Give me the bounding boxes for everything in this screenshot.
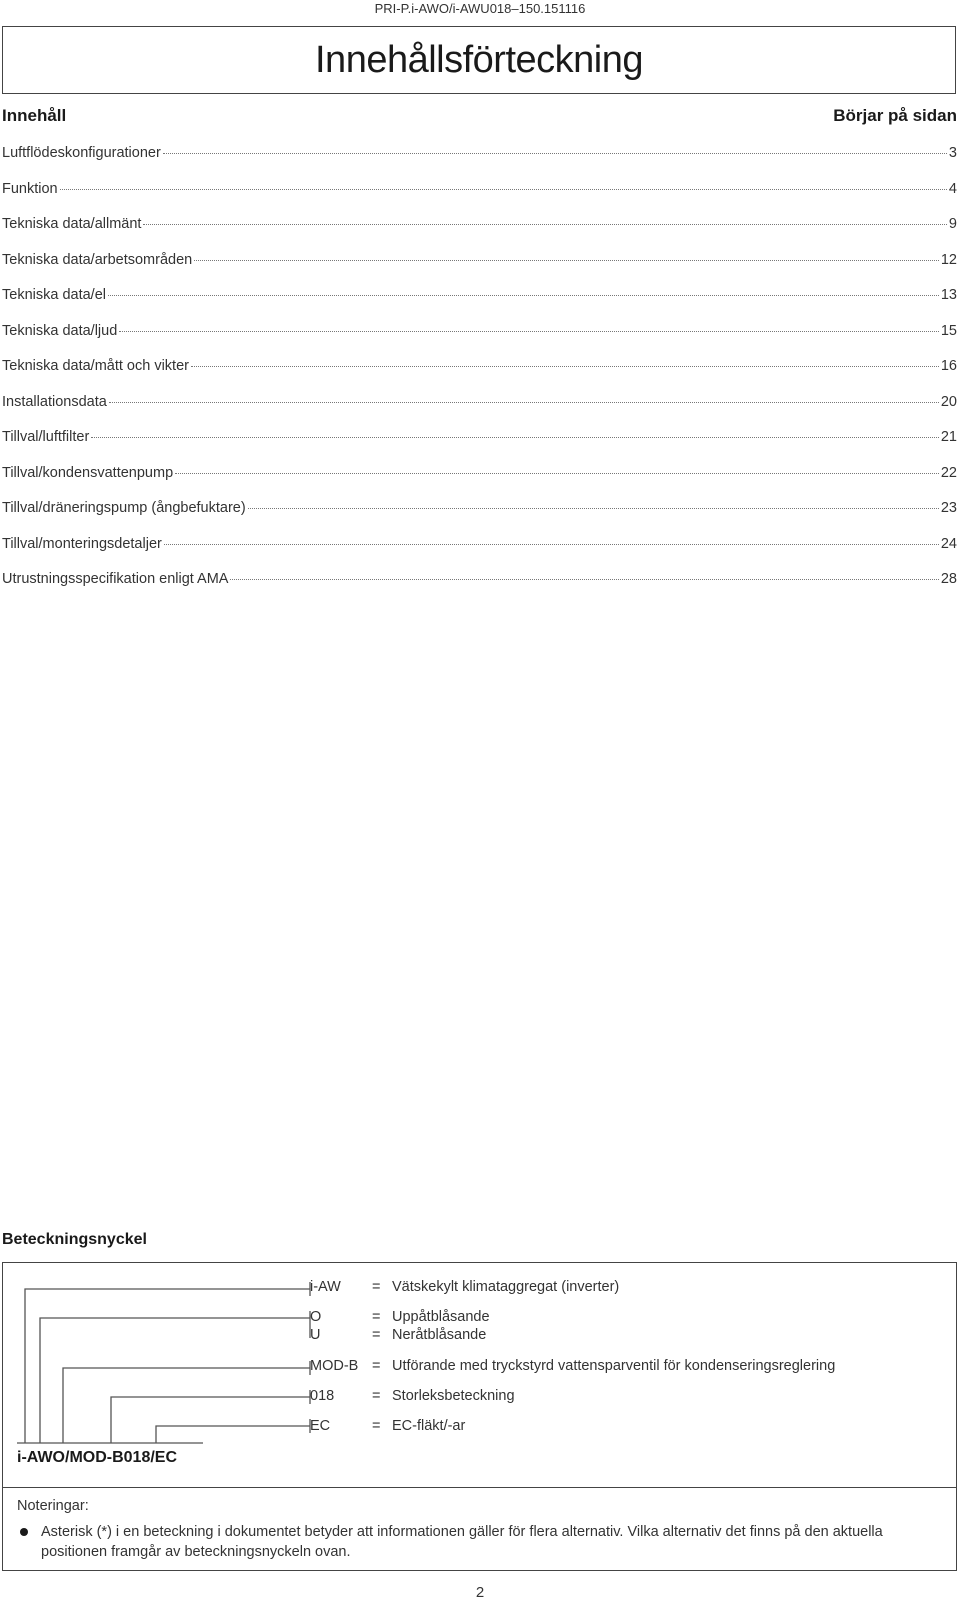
- toc-column-page: Börjar på sidan: [833, 106, 957, 125]
- connector-line-ec: [156, 1426, 310, 1443]
- key-description: Utförande med tryckstyrd vattensparventil för kondenseringsreglering: [392, 1358, 836, 1374]
- toc-entry-title: Installationsdata: [2, 393, 107, 410]
- key-equals: =: [372, 1388, 381, 1404]
- toc-entry-title: Luftflödeskonfigurationer: [2, 145, 161, 161]
- dot-leader: [175, 473, 939, 474]
- key-description: Neråtblåsande: [392, 1327, 487, 1343]
- notes-item: Asterisk (*) i en beteckning i dokumentet betyder att informationen gäller för flera alternativ. Vilka alternativ det finns på den aktuella positionen framgår av beteckningsnyckeln ovan.: [41, 1524, 883, 1560]
- key-code: EC: [310, 1418, 331, 1434]
- key-equals: =: [372, 1279, 381, 1295]
- notes-title: Noteringar:: [17, 1498, 89, 1514]
- dot-leader: [119, 331, 939, 332]
- toc-entry-page: 20: [940, 393, 957, 410]
- toc-entry-page: 16: [940, 358, 957, 374]
- designation-key-heading: Beteckningsnyckel: [2, 1231, 147, 1248]
- toc-entry-title: Tekniska data/arbetsområden: [2, 251, 193, 268]
- key-code: MOD-B: [310, 1358, 359, 1374]
- key-code: i-AW: [310, 1279, 341, 1295]
- toc-entry[interactable]: [2, 358, 957, 394]
- toc-list: [2, 145, 957, 607]
- key-equals: =: [372, 1327, 381, 1343]
- toc-entry[interactable]: [2, 145, 957, 181]
- bullet-icon: [20, 1528, 28, 1536]
- key-row-ec: [310, 1418, 465, 1434]
- key-description: Storleksbeteckning: [392, 1388, 515, 1404]
- key-description: EC-fläkt/-ar: [392, 1418, 466, 1434]
- key-row-size: [310, 1388, 515, 1404]
- title-box: [2, 26, 956, 94]
- document-id: PRI-P.i-AWO/i-AWU018–150.151116: [374, 1, 586, 16]
- toc-entry-title: Tekniska data/el: [2, 287, 106, 303]
- toc-entry-page: 21: [940, 429, 957, 445]
- key-row-iaw: [310, 1279, 619, 1295]
- dot-leader: [60, 189, 947, 190]
- key-equals: =: [372, 1358, 381, 1374]
- toc-entry-title: Tekniska data/mått och vikter: [2, 358, 189, 374]
- toc-entry[interactable]: [2, 394, 957, 430]
- dot-leader: [108, 295, 939, 296]
- key-code: U: [310, 1327, 321, 1343]
- toc-entry-page: 15: [940, 322, 957, 339]
- toc-entry[interactable]: [2, 465, 957, 501]
- toc-header: [2, 106, 957, 126]
- dot-leader: [91, 437, 939, 438]
- dot-leader: [143, 224, 946, 225]
- key-equals: =: [372, 1418, 381, 1434]
- designation-key-box: [2, 1262, 957, 1488]
- connector-line-ou: [40, 1318, 310, 1443]
- toc-entry-page: 28: [940, 571, 957, 587]
- toc-entry-title: Tekniska data/ljud: [2, 322, 118, 339]
- toc-entry[interactable]: [2, 429, 957, 465]
- key-equals: =: [372, 1309, 381, 1325]
- connector-line-mod: [63, 1368, 310, 1443]
- toc-entry-title: Tillval/dräneringspump (ångbefuktare): [2, 500, 246, 516]
- dot-leader: [191, 366, 939, 367]
- key-code: 018: [310, 1388, 335, 1404]
- toc-entry-page: 22: [940, 464, 957, 481]
- model-designation: i-AWO/MOD-B018/EC: [17, 1449, 178, 1466]
- toc-entry[interactable]: [2, 323, 957, 359]
- toc-entry-title: Tillval/monteringsdetaljer: [2, 535, 162, 552]
- key-description: Vätskekylt klimataggregat (inverter): [392, 1279, 620, 1295]
- toc-entry-title: Tekniska data/allmänt: [2, 216, 142, 232]
- toc-entry-title: Utrustningsspecifikation enligt AMA: [2, 571, 229, 587]
- key-code: O: [310, 1309, 322, 1325]
- page-number: 2: [475, 1584, 485, 1601]
- toc-entry[interactable]: [2, 287, 957, 323]
- connector-line-iaw: [25, 1289, 310, 1443]
- toc-column-contents: Innehåll: [2, 106, 67, 125]
- toc-entry[interactable]: [2, 536, 957, 572]
- toc-entry-title: Tillval/kondensvattenpump: [2, 464, 174, 481]
- toc-entry-page: 23: [940, 500, 957, 516]
- toc-entry-page: 9: [948, 216, 957, 232]
- toc-entry[interactable]: [2, 500, 957, 536]
- toc-entry-page: 4: [948, 180, 957, 197]
- dot-leader: [194, 260, 939, 261]
- dot-leader: [163, 153, 947, 154]
- toc-entry-page: 12: [940, 251, 957, 268]
- toc-entry-page: 13: [940, 287, 957, 303]
- toc-entry-page: 3: [948, 145, 957, 161]
- toc-entry-title: Tillval/luftfilter: [2, 429, 90, 445]
- key-row-mod: [310, 1358, 835, 1374]
- dot-leader: [164, 544, 939, 545]
- notes-box: [2, 1487, 957, 1571]
- toc-entry[interactable]: [2, 252, 957, 288]
- toc-entry[interactable]: [2, 571, 957, 607]
- connector-line-size: [111, 1397, 310, 1443]
- key-row-u: [310, 1327, 486, 1343]
- toc-entry[interactable]: [2, 181, 957, 217]
- dot-leader: [248, 508, 939, 509]
- dot-leader: [109, 402, 939, 403]
- key-row-o: [310, 1309, 490, 1325]
- toc-entry[interactable]: [2, 216, 957, 252]
- dot-leader: [230, 579, 938, 580]
- page-title: Innehållsförteckning: [315, 39, 643, 81]
- key-description: Uppåtblåsande: [392, 1309, 490, 1325]
- toc-entry-page: 24: [940, 535, 957, 552]
- toc-entry-title: Funktion: [2, 180, 58, 197]
